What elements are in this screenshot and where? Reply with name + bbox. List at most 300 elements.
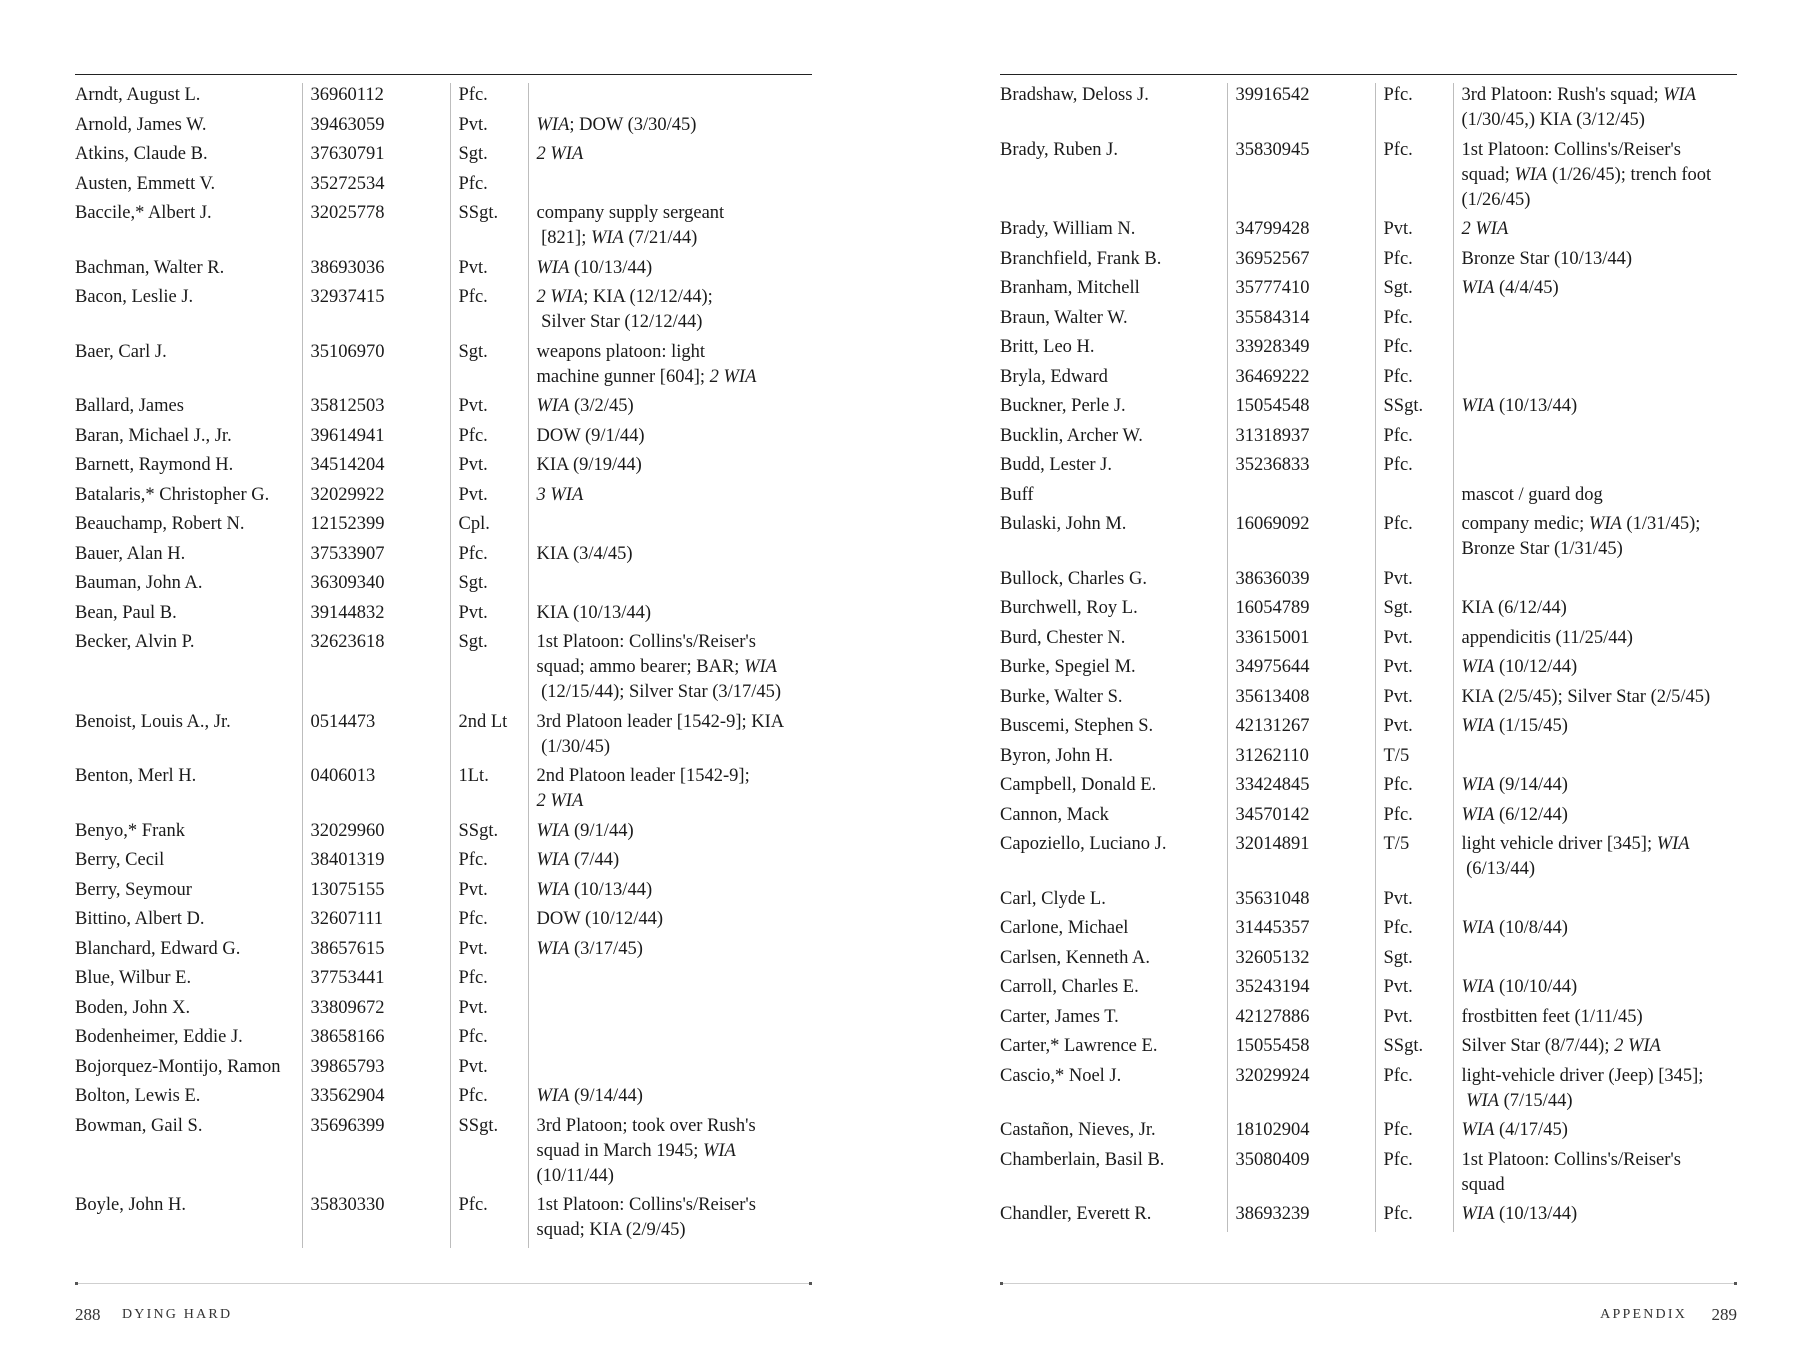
rank-cell: SSgt. [450,1114,528,1194]
name-cell: Berry, Seymour [75,879,192,900]
serial-number-cell: 36960112 [302,83,450,113]
name-cell: Bryla, Edward [1000,366,1108,387]
note-cell: KIA (3/4/45) [528,542,812,572]
roster-row [1000,424,1737,454]
rank-cell: Pvt. [450,1055,528,1085]
rank-cell: Pvt. [450,996,528,1026]
serial-number-cell: 31262110 [1227,744,1375,774]
note-cell: DOW (9/1/44) [528,424,812,454]
name-cell: Austen, Emmett V. [75,173,216,194]
serial-number-cell: 35584314 [1227,306,1375,336]
serial-number-cell: 16069092 [1227,512,1375,567]
rank-cell: Pvt. [450,937,528,967]
roster-row [75,512,812,542]
note-cell: 2 WIA [1453,217,1737,247]
rank-cell: Pfc. [450,542,528,572]
rank-cell: Sgt. [450,571,528,601]
name-cell: Cascio,* Noel J. [1000,1065,1122,1086]
footer-rule [1000,1283,1737,1284]
note-cell: WIA (4/4/45) [1453,276,1737,306]
serial-number-cell: 33615001 [1227,626,1375,656]
name-cell: Becker, Alvin P. [75,632,195,652]
rank-cell: T/5 [1375,744,1453,774]
roster-row [75,340,812,395]
top-rule [1000,74,1737,75]
serial-number-cell: 32029960 [302,819,450,849]
serial-number-cell: 38401319 [302,848,450,878]
note-cell: weapons platoon: light machine gunner [604]; 2 WIA [528,340,812,395]
name-cell: Baer, Carl J. [75,341,167,362]
roster-row [75,424,812,454]
rank-cell [1375,483,1453,513]
roster-row [1000,773,1737,803]
note-cell: frostbitten feet (1/11/45) [1453,1005,1737,1035]
serial-number-cell: 34975644 [1227,655,1375,685]
serial-number-cell: 15054548 [1227,394,1375,424]
roster-row [1000,83,1737,138]
roster-row [75,710,812,765]
rank-cell: Pfc. [1375,306,1453,336]
note-cell: WIA (10/13/44) [528,878,812,908]
rank-cell: Sgt. [1375,946,1453,976]
rank-cell: Pfc. [1375,1148,1453,1203]
note-cell [528,1025,812,1055]
rank-cell: Pvt. [450,453,528,483]
serial-number-cell: 38658166 [302,1025,450,1055]
serial-number-cell: 42131267 [1227,714,1375,744]
rank-cell: Pfc. [1375,335,1453,365]
note-cell: WIA (7/44) [528,848,812,878]
rank-cell: Pfc. [450,1025,528,1055]
roster-row [1000,365,1737,395]
roster-row [75,83,812,113]
roster-row [75,394,812,424]
name-cell: Benoist, Louis A., Jr. [75,711,231,732]
roster-row [75,571,812,601]
roster-row [1000,1118,1737,1148]
rank-cell: Pvt. [450,113,528,143]
rank-cell: Pvt. [1375,685,1453,715]
name-cell: Carroll, Charles E. [1000,977,1139,997]
note-cell: Silver Star (8/7/44); 2 WIA [1453,1034,1737,1064]
serial-number-cell: 34570142 [1227,803,1375,833]
name-cell: Bacon, Leslie J. [75,287,194,307]
name-cell: Buckner, Perle J. [1000,396,1126,416]
serial-number-cell: 34799428 [1227,217,1375,247]
rank-cell: Pvt. [450,256,528,286]
roster-row [75,937,812,967]
note-cell: KIA (2/5/45); Silver Star (2/5/45) [1453,685,1737,715]
name-cell: Buscemi, Stephen S. [1000,716,1154,736]
note-cell: WIA (3/17/45) [528,937,812,967]
rank-cell: SSgt. [1375,1034,1453,1064]
note-cell: 1st Platoon: Collins's/Reiser's squad; WIA (1/26/45); trench foot (1/26/45) [1453,138,1737,218]
left-page [75,74,812,1248]
right-page-footer [1000,1283,1737,1323]
serial-number-cell: 35236833 [1227,453,1375,483]
roster-row [75,1193,812,1248]
note-cell: WIA (10/13/44) [1453,1202,1737,1232]
note-cell [528,966,812,996]
name-cell: Castañon, Nieves, Jr. [1000,1120,1156,1140]
note-cell [1453,567,1737,597]
name-cell: Campbell, Donald E. [1000,775,1157,795]
note-cell [1453,453,1737,483]
rank-cell: 2nd Lt [450,710,528,765]
name-cell: Barnett, Raymond H. [75,455,234,475]
name-cell: Boden, John X. [75,997,191,1018]
note-cell: WIA (1/15/45) [1453,714,1737,744]
note-cell: mascot / guard dog [1453,483,1737,513]
serial-number-cell: 38657615 [302,937,450,967]
top-rule [75,74,812,75]
serial-number-cell: 32937415 [302,285,450,340]
rank-cell: SSgt. [450,201,528,256]
rank-cell: Pvt. [450,878,528,908]
note-cell: company medic; WIA (1/31/45); Bronze Star (1/31/45) [1453,512,1737,567]
note-cell [1453,335,1737,365]
roster-row [75,256,812,286]
roster-row [1000,1005,1737,1035]
roster-row [1000,335,1737,365]
rank-cell: Pfc. [450,1084,528,1114]
note-cell: WIA; DOW (3/30/45) [528,113,812,143]
name-cell: Brady, William N. [1000,219,1136,239]
name-cell: Blue, Wilbur E. [75,968,192,988]
name-cell: Budd, Lester J. [1000,455,1113,475]
name-cell: Bulaski, John M. [1000,514,1127,534]
name-cell: Berry, Cecil [75,850,165,870]
serial-number-cell: 32029924 [1227,1064,1375,1119]
name-cell: Bittino, Albert D. [75,909,205,929]
rank-cell: Pfc. [450,424,528,454]
serial-number-cell: 38693036 [302,256,450,286]
serial-number-cell: 15055458 [1227,1034,1375,1064]
rank-cell: Pfc. [1375,1064,1453,1119]
rank-cell: Pfc. [1375,803,1453,833]
rank-cell: Pvt. [1375,887,1453,917]
rank-cell: Pfc. [450,285,528,340]
name-cell: Arnold, James W. [75,114,207,135]
note-cell: 1st Platoon: Collins's/Reiser's squad; KIA (2/9/45) [528,1193,812,1248]
serial-number-cell: 33809672 [302,996,450,1026]
roster-row [1000,946,1737,976]
rank-cell: Cpl. [450,512,528,542]
roster-row [1000,276,1737,306]
note-cell [528,172,812,202]
note-cell: WIA (9/14/44) [1453,773,1737,803]
roster-row [75,285,812,340]
note-cell: 2 WIA [528,142,812,172]
serial-number-cell: 0514473 [302,710,450,765]
name-cell: Braun, Walter W. [1000,307,1128,328]
note-cell: 3rd Platoon: Rush's squad; WIA (1/30/45,) KIA (3/12/45) [1453,83,1737,138]
roster-row [1000,1202,1737,1232]
serial-number-cell: 39144832 [302,601,450,631]
serial-number-cell: 37630791 [302,142,450,172]
name-cell: Baran, Michael J., Jr. [75,425,232,446]
serial-number-cell: 39865793 [302,1055,450,1085]
right-page [1000,74,1737,1232]
note-cell: WIA (10/8/44) [1453,916,1737,946]
name-cell: Arndt, August L. [75,85,201,105]
roster-row [75,1025,812,1055]
rank-cell: Pfc. [1375,247,1453,277]
left-page-footer [75,1283,812,1323]
note-cell: Bronze Star (10/13/44) [1453,247,1737,277]
serial-number-cell: 39916542 [1227,83,1375,138]
rank-cell: Pfc. [450,83,528,113]
name-cell: Brady, Ruben J. [1000,139,1119,160]
roster-row [75,113,812,143]
name-cell: Baccile,* Albert J. [75,203,212,223]
roster-row [75,601,812,631]
roster-row [75,848,812,878]
name-cell: Cannon, Mack [1000,804,1109,825]
note-cell: company supply sergeant [821]; WIA (7/21/44) [528,201,812,256]
name-cell: Beauchamp, Robert N. [75,514,245,534]
rank-cell: Pfc. [450,907,528,937]
roster-row [75,819,812,849]
note-cell: 3rd Platoon leader [1542-9]; KIA (1/30/45) [528,710,812,765]
note-cell: light-vehicle driver (Jeep) [345]; WIA (7/15/44) [1453,1064,1737,1119]
note-cell [528,83,812,113]
note-cell: 2 WIA; KIA (12/12/44); Silver Star (12/12/44) [528,285,812,340]
serial-number-cell: 16054789 [1227,596,1375,626]
name-cell: Burke, Spegiel M. [1000,657,1136,677]
rank-cell: SSgt. [450,819,528,849]
roster-row [1000,685,1737,715]
name-cell: Bullock, Charles G. [1000,568,1147,589]
rank-cell: Pfc. [450,172,528,202]
name-cell: Atkins, Claude B. [75,144,208,164]
name-cell: Byron, John H. [1000,745,1114,766]
name-cell: Burke, Walter S. [1000,686,1123,707]
name-cell: Bowman, Gail S. [75,1115,203,1136]
note-cell [1453,887,1737,917]
serial-number-cell: 39614941 [302,424,450,454]
roster-table [1000,83,1737,1232]
note-cell: KIA (10/13/44) [528,601,812,631]
note-cell: 1st Platoon: Collins's/Reiser's squad [1453,1148,1737,1203]
roster-row [75,996,812,1026]
serial-number-cell: 32025778 [302,201,450,256]
running-head: DYING HARD [122,1307,233,1322]
note-cell: WIA (3/2/45) [528,394,812,424]
rank-cell: Pfc. [1375,1202,1453,1232]
serial-number-cell: 35272534 [302,172,450,202]
serial-number-cell: 33562904 [302,1084,450,1114]
note-cell: WIA (10/12/44) [1453,655,1737,685]
rank-cell: Sgt. [450,340,528,395]
note-cell: WIA (9/14/44) [528,1084,812,1114]
roster-row [1000,1064,1737,1119]
serial-number-cell: 31318937 [1227,424,1375,454]
serial-number-cell: 35696399 [302,1114,450,1194]
roster-row [1000,626,1737,656]
name-cell: Ballard, James [75,396,184,416]
rank-cell: Pvt. [1375,655,1453,685]
roster-row [1000,567,1737,597]
note-cell: appendicitis (11/25/44) [1453,626,1737,656]
serial-number-cell: 32623618 [302,630,450,710]
note-cell: light vehicle driver [345]; WIA (6/13/44) [1453,832,1737,887]
note-cell [528,571,812,601]
name-cell: Carter,* Lawrence E. [1000,1036,1158,1056]
rank-cell: Pfc. [1375,453,1453,483]
rank-cell: 1Lt. [450,764,528,819]
serial-number-cell: 35080409 [1227,1148,1375,1203]
note-cell: KIA (9/19/44) [528,453,812,483]
roster-row [1000,217,1737,247]
serial-number-cell: 32607111 [302,907,450,937]
name-cell: Bauer, Alan H. [75,543,186,564]
name-cell: Burd, Chester N. [1000,627,1126,648]
rank-cell: Pfc. [1375,138,1453,218]
rank-cell: Pvt. [1375,975,1453,1005]
rank-cell: Pvt. [450,394,528,424]
rank-cell: Pvt. [450,483,528,513]
rank-cell: Pfc. [1375,512,1453,567]
serial-number-cell: 31445357 [1227,916,1375,946]
note-cell: WIA (9/1/44) [528,819,812,849]
serial-number-cell: 35830945 [1227,138,1375,218]
roster-row [75,1084,812,1114]
note-cell: 3rd Platoon; took over Rush's squad in March 1945; WIA (10/11/44) [528,1114,812,1194]
note-cell: 1st Platoon: Collins's/Reiser's squad; ammo bearer; BAR; WIA (12/15/44); Silver Star (3/17/45) [528,630,812,710]
serial-number-cell: 34514204 [302,453,450,483]
name-cell: Batalaris,* Christopher G. [75,484,270,505]
note-cell [1453,946,1737,976]
roster-row [75,630,812,710]
name-cell: Carl, Clyde L. [1000,888,1106,909]
serial-number-cell: 36309340 [302,571,450,601]
note-cell [1453,424,1737,454]
name-cell: Branchfield, Frank B. [1000,248,1162,269]
rank-cell: Sgt. [1375,276,1453,306]
name-cell: Chamberlain, Basil B. [1000,1149,1165,1170]
note-cell [528,996,812,1026]
serial-number-cell: 38693239 [1227,1202,1375,1232]
roster-row [75,483,812,513]
name-cell: Bradshaw, Deloss J. [1000,85,1149,105]
rank-cell: Sgt. [450,142,528,172]
serial-number-cell: 42127886 [1227,1005,1375,1035]
roster-row [75,1114,812,1194]
roster-row [75,172,812,202]
roster-row [1000,1034,1737,1064]
roster-row [1000,512,1737,567]
note-cell: WIA (10/10/44) [1453,975,1737,1005]
roster-row [1000,306,1737,336]
rank-cell: Sgt. [450,630,528,710]
serial-number-cell: 32014891 [1227,832,1375,887]
name-cell: Bucklin, Archer W. [1000,425,1143,446]
note-cell [1453,744,1737,774]
roster-row [75,1055,812,1085]
serial-number-cell: 12152399 [302,512,450,542]
rank-cell: Sgt. [1375,596,1453,626]
serial-number-cell: 32605132 [1227,946,1375,976]
name-cell: Bean, Paul B. [75,602,177,623]
roster-row [1000,453,1737,483]
roster-row [1000,655,1737,685]
roster-row [1000,887,1737,917]
note-cell: WIA (10/13/44) [1453,394,1737,424]
serial-number-cell: 33424845 [1227,773,1375,803]
rank-cell: Pfc. [1375,83,1453,138]
name-cell: Branham, Mitchell [1000,278,1140,298]
roster-row [1000,714,1737,744]
serial-number-cell: 37533907 [302,542,450,572]
serial-number-cell: 35777410 [1227,276,1375,306]
page-number: 289 [1711,1305,1737,1324]
rank-cell: Pfc. [450,966,528,996]
serial-number-cell: 39463059 [302,113,450,143]
footer-rule [75,1283,812,1284]
note-cell: 3 WIA [528,483,812,513]
roster-row [1000,394,1737,424]
serial-number-cell: 35631048 [1227,887,1375,917]
serial-number-cell: 35106970 [302,340,450,395]
note-cell: KIA (6/12/44) [1453,596,1737,626]
rank-cell: Pfc. [1375,424,1453,454]
note-cell [1453,306,1737,336]
name-cell: Britt, Leo H. [1000,337,1095,357]
serial-number-cell: 35830330 [302,1193,450,1248]
rank-cell: Pvt. [1375,567,1453,597]
serial-number-cell [1227,483,1375,513]
name-cell: Carter, James T. [1000,1006,1119,1027]
serial-number-cell: 36952567 [1227,247,1375,277]
name-cell: Carlone, Michael [1000,918,1129,938]
note-cell [528,512,812,542]
note-cell [1453,365,1737,395]
name-cell: Bodenheimer, Eddie J. [75,1027,243,1047]
name-cell: Benyo,* Frank [75,820,185,841]
name-cell: Benton, Merl H. [75,766,197,786]
name-cell: Burchwell, Roy L. [1000,598,1138,618]
roster-row [75,878,812,908]
roster-row [75,142,812,172]
roster-row [75,907,812,937]
name-cell: Bojorquez-Montijo, Ramon [75,1056,281,1077]
running-head: APPENDIX [1600,1307,1687,1322]
name-cell: Buff [1000,484,1034,505]
serial-number-cell: 36469222 [1227,365,1375,395]
name-cell: Boyle, John H. [75,1195,186,1215]
serial-number-cell: 33928349 [1227,335,1375,365]
serial-number-cell: 13075155 [302,878,450,908]
roster-row [1000,975,1737,1005]
rank-cell: Pfc. [450,1193,528,1248]
roster-table [75,83,812,1248]
name-cell: Bolton, Lewis E. [75,1086,201,1106]
serial-number-cell: 32029922 [302,483,450,513]
note-cell: 2nd Platoon leader [1542-9]; 2 WIA [528,764,812,819]
note-cell: WIA (10/13/44) [528,256,812,286]
rank-cell: Pvt. [1375,714,1453,744]
roster-row [75,201,812,256]
roster-row [1000,803,1737,833]
serial-number-cell: 35613408 [1227,685,1375,715]
rank-cell: Pfc. [1375,365,1453,395]
roster-row [75,542,812,572]
roster-row [75,764,812,819]
roster-row [1000,483,1737,513]
roster-row [75,966,812,996]
serial-number-cell: 0406013 [302,764,450,819]
